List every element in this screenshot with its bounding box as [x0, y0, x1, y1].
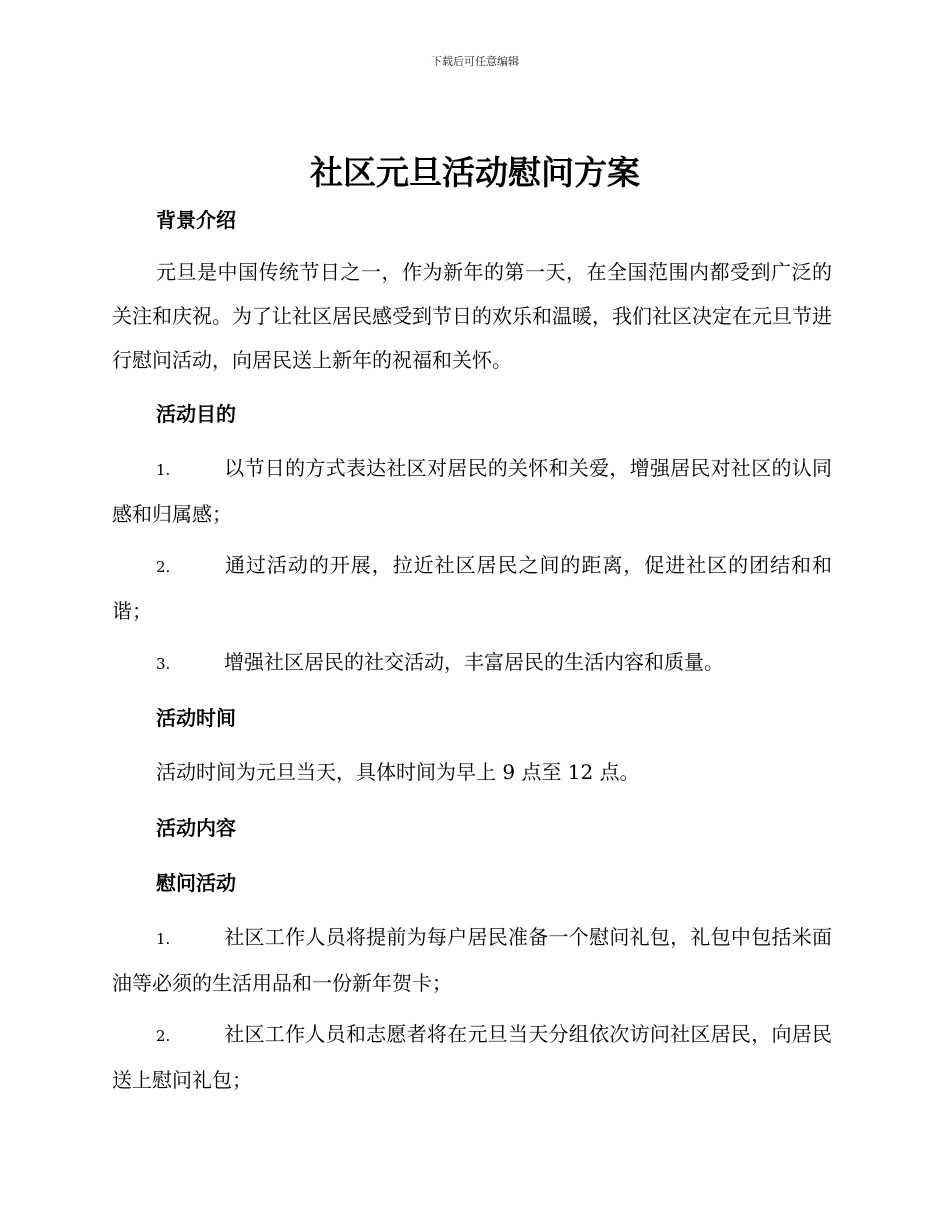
list-number: 2. [156, 1027, 171, 1045]
time-paragraph: 活动时间为元旦当天，具体时间为早上 9 点至 12 点。 [156, 760, 640, 784]
list-item-text: 以节日的方式表达社区对居民的关怀和关爱，增强居民对社区的认同感和归属感； [112, 456, 832, 526]
document-title: 社区元旦活动慰问方案 [310, 153, 640, 192]
list-item-text: 通过活动的开展，拉近社区居民之间的距离，促进社区的团结和和谐； [112, 553, 832, 623]
purpose-item-2 [112, 543, 832, 633]
page-header: 下载后可任意编辑 [431, 55, 519, 68]
list-item-text: 社区工作人员将提前为每户居民准备一个慰问礼包，礼包中包括米面油等必须的生活用品和一份新年贺卡； [112, 925, 832, 995]
list-item-text: 增强社区居民的社交活动，丰富居民的生活内容和质量。 [224, 650, 724, 674]
list-number: 1. [156, 461, 171, 479]
purpose-item-1 [112, 446, 832, 536]
content-heading: 活动内容 [156, 816, 236, 840]
list-number: 2. [156, 558, 171, 576]
time-heading: 活动时间 [156, 706, 236, 730]
list-number: 3. [156, 655, 171, 673]
purpose-item-3 [112, 640, 832, 686]
list-item-text: 社区工作人员和志愿者将在元旦当天分组依次访问社区居民，向居民送上慰问礼包； [112, 1022, 832, 1092]
visit-heading: 慰问活动 [156, 871, 236, 895]
visit-item-1 [112, 915, 832, 1005]
background-heading: 背景介绍 [156, 208, 236, 232]
purpose-heading: 活动目的 [156, 402, 236, 426]
list-number: 1. [156, 930, 171, 948]
background-paragraph: 元旦是中国传统节日之一，作为新年的第一天，在全国范围内都受到广泛的关注和庆祝。为了让社区居民感受到节日的欢乐和温暖，我们社区决定在元旦节进行慰问活动，向居民送上新年的祝福和关怀。 [112, 260, 832, 372]
visit-item-2 [112, 1012, 832, 1102]
